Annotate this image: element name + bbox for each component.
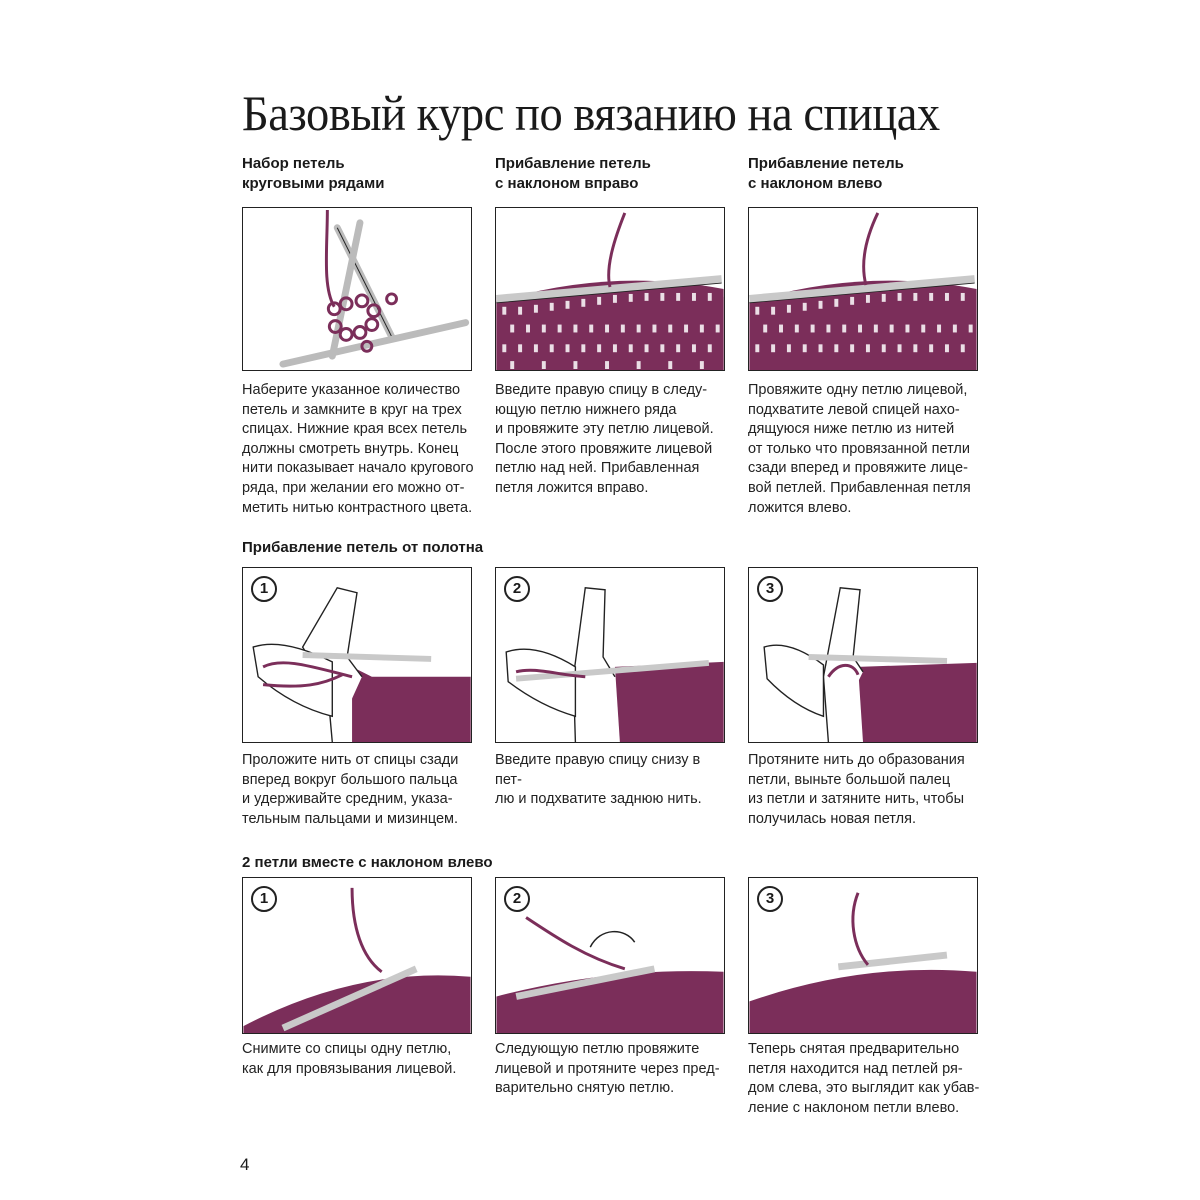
caption-k2tog-step-2: Следующую петлю провяжите лицевой и протяните через пред- варительно снятую петлю.	[495, 1041, 720, 1097]
step-number-badge: 3	[757, 576, 783, 602]
step-number-badge: 1	[251, 886, 277, 912]
hand-loop-drawing	[243, 568, 471, 742]
page-number: 4	[240, 1155, 250, 1174]
caption-cast-on-round: Наберите указанное количество петель и замкните в круг на трех спицах. Нижние края всех петель должны смотреть внутрь. Конец нити показывает начало кругового ряда, при желании его можно от- метить нитью контрастного цвета.	[242, 382, 474, 516]
caption-k2tog-step-1: Снимите со спицы одну петлю, как для провязывания лицевой.	[242, 1041, 457, 1077]
caption-increase-right: Введите правую спицу в следу- ющую петлю нижнего ряда и провяжите эту петлю лицевой. После этого провяжите лицевой петлю над ней. Прибавленная петля ложится вправо.	[495, 382, 714, 496]
knit-fabric-drawing	[496, 878, 724, 1033]
caption-increase-left: Провяжите одну петлю лицевой, подхватите левой спицей нахо- дящуюся ниже петлю из нитей от только что провязанной петли сзади вперед и провяжите лице- вой петлей. Прибавленная петля ложится влево.	[748, 382, 971, 516]
step-number-badge: 2	[504, 886, 530, 912]
hand-loop-drawing	[496, 568, 724, 742]
knit-fabric-drawing	[749, 878, 977, 1033]
illustration-k2tog-step-3	[748, 877, 978, 1034]
step-number-badge: 1	[251, 576, 277, 602]
hand-loop-drawing	[749, 568, 977, 742]
heading-pickup-from-fabric: Прибавление петель от полотна	[242, 539, 484, 556]
knit-fabric-drawing	[496, 208, 724, 370]
step-number-badge: 3	[757, 886, 783, 912]
step-number-badge: 2	[504, 576, 530, 602]
illustration-increase-left	[748, 207, 978, 371]
illustration-increase-right	[495, 207, 725, 371]
illustration-three-needles	[242, 207, 472, 371]
heading-cast-on-round: Набор петель круговыми рядами	[242, 155, 385, 192]
caption-pickup-step-2: Введите правую спицу снизу в пет- лю и подхватите заднюю нить.	[495, 752, 702, 808]
three-needles-drawing	[243, 208, 471, 370]
caption-pickup-step-1: Проложите нить от спицы сзади вперед вокруг большого пальца и удерживайте средним, указа- тельным пальцами и мизинцем.	[242, 752, 459, 827]
caption-pickup-step-3: Протяните нить до образования петли, выньте большой палец из петли и затяните нить, чтобы получилась новая петля.	[748, 752, 965, 827]
illustration-k2tog-step-2	[495, 877, 725, 1034]
illustration-k2tog-step-1	[242, 877, 472, 1034]
heading-increase-right: Прибавление петель с наклоном вправо	[495, 155, 651, 192]
heading-increase-left: Прибавление петель с наклоном влево	[748, 155, 904, 192]
heading-k2tog-left: 2 петли вместе с наклоном влево	[242, 854, 493, 871]
illustration-pickup-step-2	[495, 567, 725, 743]
caption-k2tog-step-3: Теперь снятая предварительно петля находится над петлей ря- дом слева, это выглядит как убав- ление с наклоном петли влево.	[748, 1041, 980, 1116]
knit-fabric-drawing	[243, 878, 471, 1033]
illustration-pickup-step-3	[748, 567, 978, 743]
page-title: Базовый курс по вязанию на спицах	[242, 85, 940, 141]
illustration-pickup-step-1	[242, 567, 472, 743]
knit-fabric-drawing	[749, 208, 977, 370]
